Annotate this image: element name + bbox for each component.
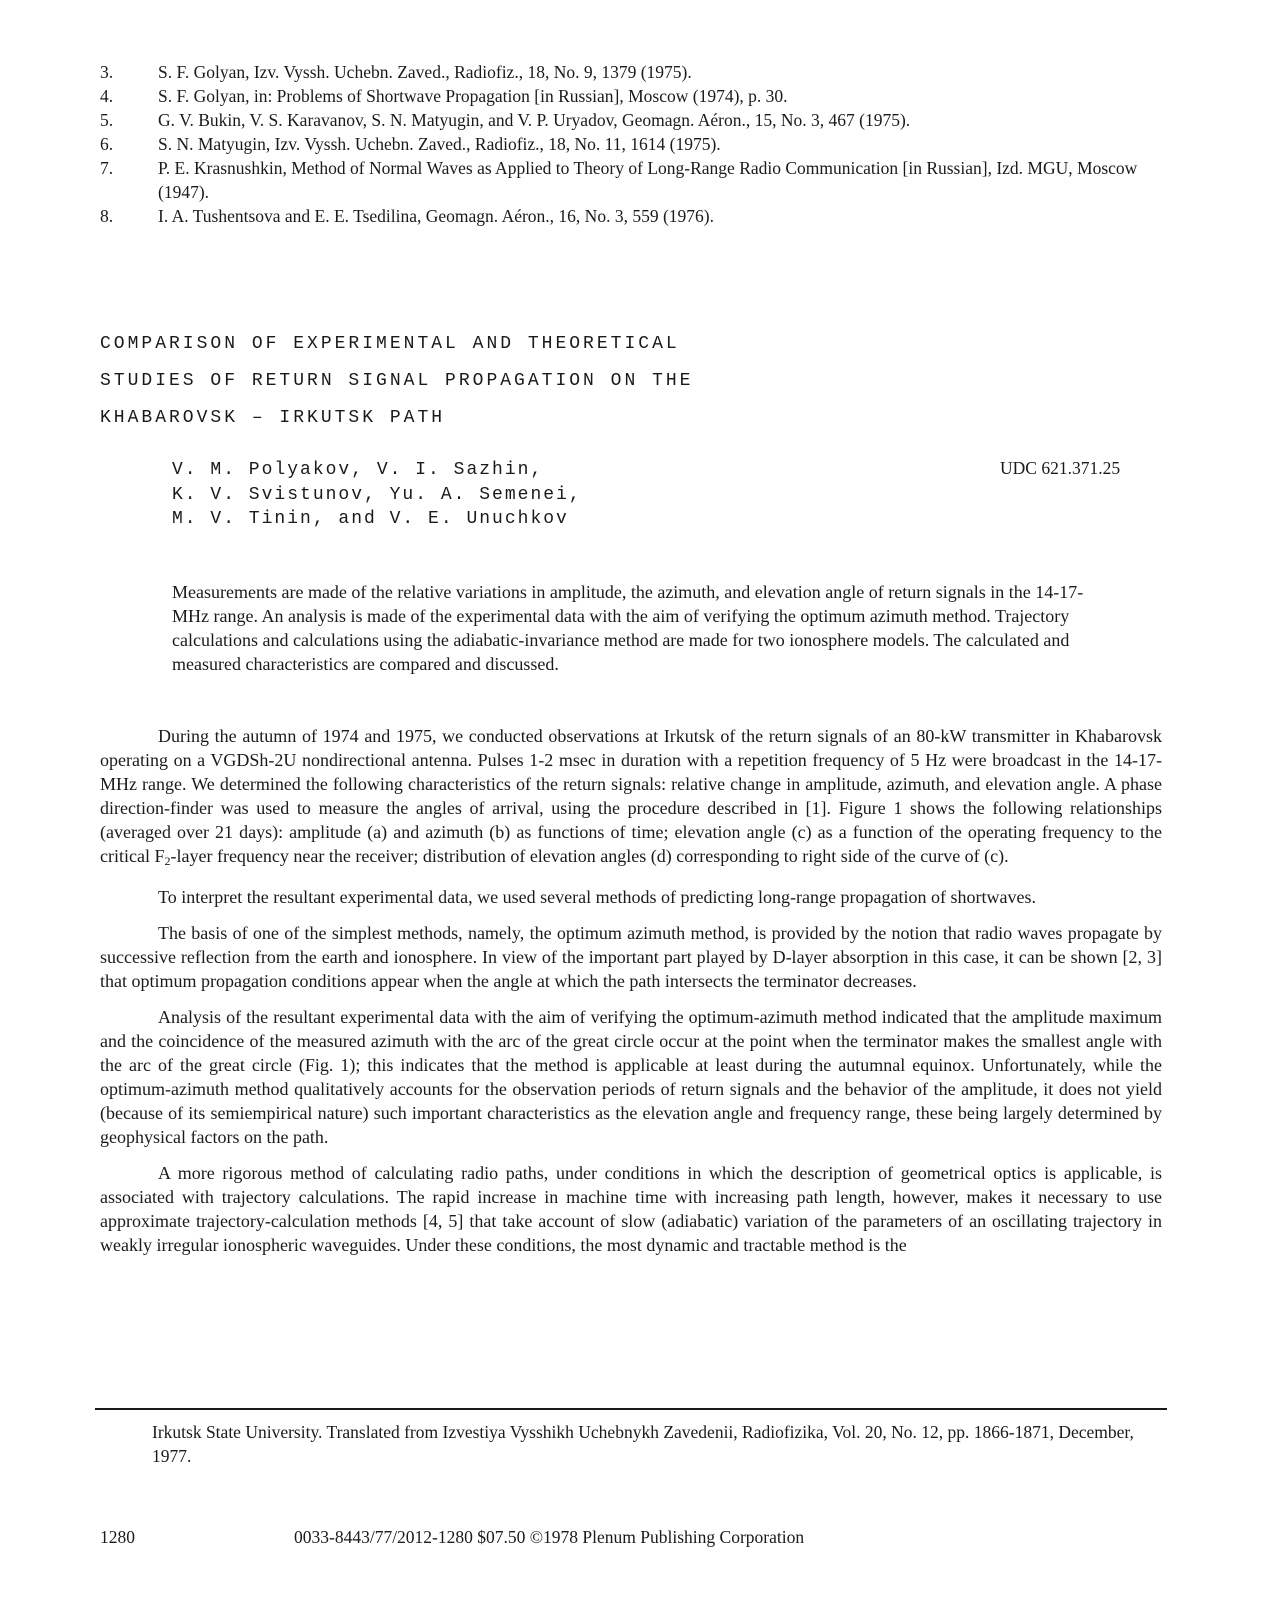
- body-paragraph: To interpret the resultant experimental data, we used several methods of predicting long-range propagation of shortwaves.: [158, 887, 1036, 907]
- reference-text: S. F. Golyan, in: Problems of Shortwave Propagation [in Russian], Moscow (1974), p. 30.: [158, 86, 788, 106]
- author-list: [172, 458, 582, 532]
- reference-text: I. A. Tushentsova and E. E. Tsedilina, Geomagn. Aéron., 16, No. 3, 559 (1976).: [158, 206, 714, 226]
- reference-item: [100, 156, 1160, 204]
- udc-code: UDC 621.371.25: [1000, 458, 1121, 478]
- reference-list: [100, 60, 1160, 228]
- author-line: V. M. Polyakov, V. I. Sazhin,: [172, 460, 544, 480]
- reference-number: 8.: [100, 206, 114, 226]
- reference-number: 7.: [100, 158, 114, 178]
- article-body: [100, 724, 1162, 1269]
- reference-number: 6.: [100, 134, 114, 154]
- reference-text: G. V. Bukin, V. S. Karavanov, S. N. Matyugin, and V. P. Uryadov, Geomagn. Aéron., 15, No. 3, 467 (1975).: [158, 110, 911, 130]
- abstract: Measurements are made of the relative variations in amplitude, the azimuth, and elevation angle of return signals in the 14-17-MHz range. An analysis is made of the experimental data with the aim of verifying the optimum azimuth method. Trajectory calculations and calculations using the adiabatic-invariance method are made for two ionosphere models. The calculated and measured characteristics are compared and discussed.: [172, 582, 1084, 674]
- reference-text: P. E. Krasnushkin, Method of Normal Waves as Applied to Theory of Long-Range Radio Communication [in Russian], Izd. MGU, Moscow (1947).: [158, 158, 1138, 202]
- body-paragraph: During the autumn of 1974 and 1975, we conducted observations at Irkutsk of the return signals of an 80-kW transmitter in Khabarovsk operating on a VGDSh-2U nondirectional antenna. Pulses 1-2 msec in duration with a repetition frequency of 5 Hz were broadcast in the 14-17-MHz range. We determined the following characteristics of the return signals: relative change in amplitude, azimuth, and elevation angle. A phase direction-finder was used to measure the angles of arrival, using the procedure described in [1]. Figure 1 shows the following relationships (averaged over 21 days): amplitude (a) and azimuth (b) as functions of time; elevation angle (c) as a function of the operating frequency to the critical $F_2$-layer frequency near the receiver; distribution of elevation angles (d) corresponding to right side of the curve of (c).: [100, 726, 1162, 868]
- author-line: M. V. Tinin, and V. E. Unuchkov: [172, 509, 569, 529]
- title-line: STUDIES OF RETURN SIGNAL PROPAGATION ON THE: [100, 371, 694, 391]
- title-line: COMPARISON OF EXPERIMENTAL AND THEORETICAL: [100, 334, 680, 354]
- body-paragraph: Analysis of the resultant experimental data with the aim of verifying the optimum-azimuth method indicated that the amplitude maximum and the coincidence of the measured azimuth with the arc of the great circle occur at the point when the terminator makes the smallest angle with the arc of the great circle (Fig. 1); this indicates that the method is applicable at least during the autumnal equinox. Unfortunately, while the optimum-azimuth method qualitatively accounts for the observation periods of return signals and the behavior of the amplitude, it does not yield (because of its semiempirical nature) such important characteristics as the elevation angle and frequency range, these being largely determined by geophysical factors on the path.: [100, 1007, 1162, 1147]
- reference-text: S. N. Matyugin, Izv. Vyssh. Uchebn. Zaved., Radiofiz., 18, No. 11, 1614 (1975).: [158, 134, 721, 154]
- page-number: 1280: [100, 1527, 135, 1547]
- footnote-divider: [95, 1408, 1167, 1410]
- article-title: [100, 326, 693, 437]
- reference-item: [100, 60, 1160, 84]
- reference-item: [100, 132, 1160, 156]
- reference-number: 4.: [100, 86, 114, 106]
- body-paragraph: The basis of one of the simplest methods, namely, the optimum azimuth method, is provided by the notion that radio waves propagate by successive reflection from the earth and ionosphere. In view of the important part played by D-layer absorption in this case, it can be shown [2, 3] that optimum propagation conditions appear when the angle at which the path intersects the terminator decreases.: [100, 923, 1162, 991]
- footnote: Irkutsk State University. Translated from Izvestiya Vysshikh Uchebnykh Zavedenii, Radiofizika, Vol. 20, No. 12, pp. 1866-1871, December, 1977.: [152, 1422, 1134, 1466]
- reference-text: S. F. Golyan, Izv. Vyssh. Uchebn. Zaved., Radiofiz., 18, No. 9, 1379 (1975).: [158, 62, 692, 82]
- reference-number: 5.: [100, 110, 114, 130]
- reference-number: 3.: [100, 62, 114, 82]
- title-line: KHABAROVSK – IRKUTSK PATH: [100, 408, 446, 428]
- copyright-line: 0033-8443/77/2012-1280 $07.50 ©1978 Plenum Publishing Corporation: [294, 1527, 805, 1547]
- reference-item: [100, 108, 1160, 132]
- reference-item: [100, 204, 1160, 228]
- author-line: K. V. Svistunov, Yu. A. Semenei,: [172, 484, 582, 505]
- body-paragraph: A more rigorous method of calculating radio paths, under conditions in which the description of geometrical optics is applicable, is associated with trajectory calculations. The rapid increase in machine time with increasing path length, however, makes it necessary to use approximate trajectory-calculation methods [4, 5] that take account of slow (adiabatic) variation of the parameters of an oscillating trajectory in weakly irregular ionospheric waveguides. Under these conditions, the most dynamic and tractable method is the: [100, 1163, 1162, 1255]
- reference-item: [100, 84, 1160, 108]
